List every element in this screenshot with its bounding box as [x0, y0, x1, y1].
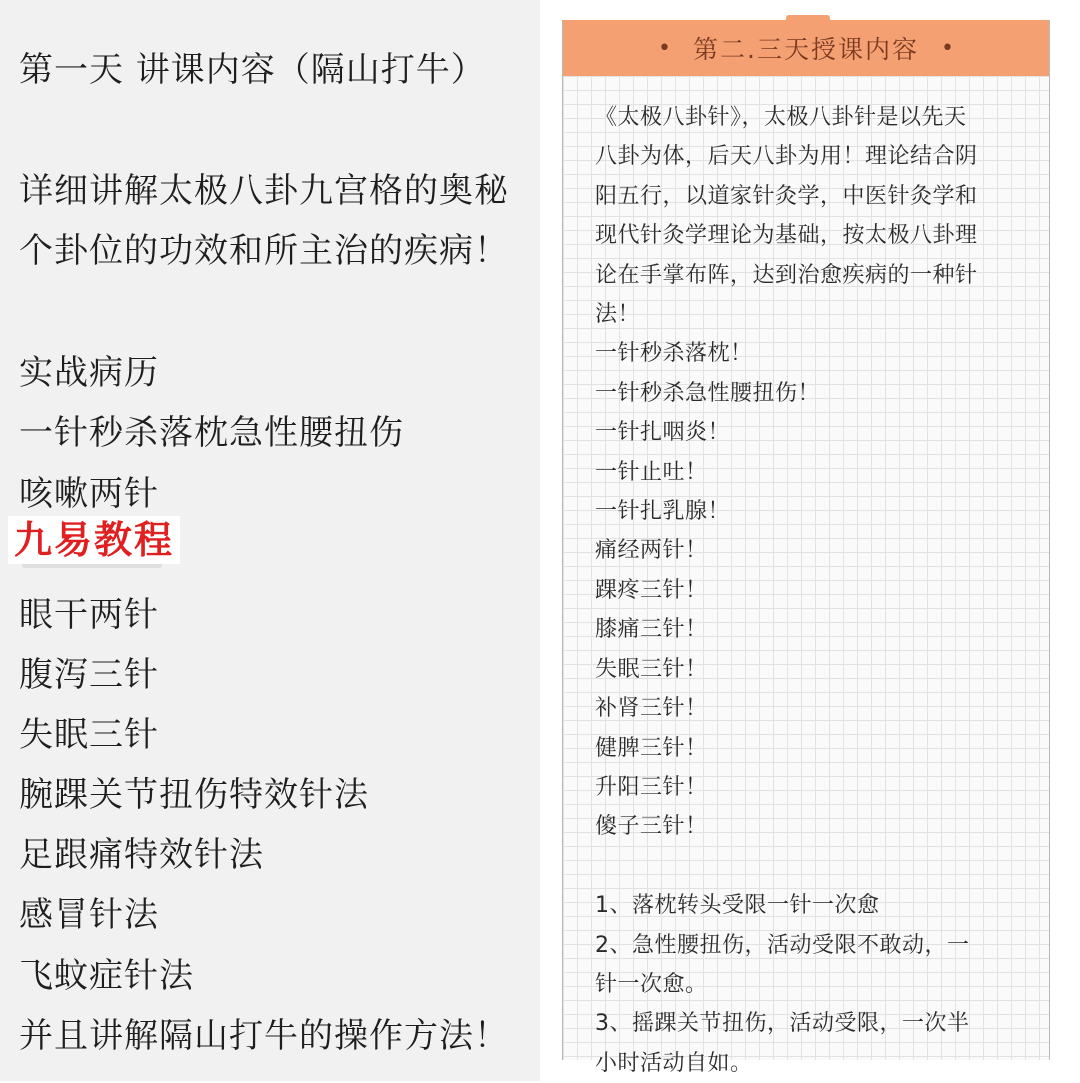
watermark-label: 九易教程: [8, 516, 180, 564]
list-item: 实战病历: [19, 353, 159, 393]
content-line: 傻子三针！: [595, 814, 708, 840]
list-item: 咳嗽两针: [19, 474, 159, 514]
right-panel-card: [562, 20, 1050, 1076]
content-line: 痛经两针！: [595, 538, 708, 564]
content-line: 2、急性腰扭伤，活动受限不敢动，一: [595, 932, 970, 958]
list-item: 腹泻三针: [19, 655, 159, 695]
content-line: 一针扎咽炎！: [595, 420, 731, 446]
content-line: 补肾三针！: [595, 696, 708, 722]
day1-title: 第一天 讲课内容（隔山打牛）: [19, 50, 486, 90]
list-item: 感冒针法: [19, 895, 159, 935]
left-panel: [0, 0, 540, 1081]
content-line: 健脾三针！: [595, 735, 708, 761]
content-line: 1、落枕转头受限一针一次愈: [595, 893, 880, 919]
blank-line: [595, 847, 1027, 886]
content-line: 一针秒杀落枕！: [595, 341, 753, 367]
content-line: 一针秒杀急性腰扭伤！: [595, 380, 821, 406]
day1-intro-line-1: 详细讲解太极八卦九宫格的奥秘: [19, 171, 509, 211]
list-item: 足跟痛特效针法: [19, 835, 264, 875]
content-line: 3、摇踝关节扭伤，活动受限，一次半: [595, 1011, 970, 1037]
content-line: 论在手掌布阵，达到治愈疾病的一种针: [595, 262, 978, 288]
content-line: 踝疼三针！: [595, 577, 708, 603]
list-item: 腕踝关节扭伤特效针法: [19, 775, 369, 815]
content-line: 失眠三针！: [595, 656, 708, 682]
section-header-title: 第二.三天授课内容: [693, 35, 919, 64]
bullet-dot-icon: •: [940, 35, 954, 61]
content-line: 现代针灸学理论为基础，按太极八卦理: [595, 223, 978, 249]
content-line: 法！: [595, 302, 641, 328]
content-line: 一针止吐！: [595, 459, 708, 485]
content-line: 膝痛三针！: [595, 617, 708, 643]
content-line: 升阳三针！: [595, 774, 708, 800]
bullet-dot-icon: •: [658, 35, 672, 61]
content-line: 小时活动自如。: [595, 1050, 753, 1076]
content-line: 《太极八卦针》，太极八卦针是以先天: [595, 105, 967, 130]
list-item: 眼干两针: [19, 595, 159, 635]
content-line: 阳五行，以道家针灸学，中医针灸学和: [595, 183, 978, 209]
list-item: 飞蚊症针法: [19, 956, 194, 996]
content-line: 一针扎乳腺！: [595, 499, 731, 525]
section-content: [595, 98, 1027, 1083]
list-item: 失眠三针: [19, 715, 159, 755]
day1-intro-line-2: 个卦位的功效和所主治的疾病！: [19, 231, 509, 271]
content-line: 八卦为体，后天八卦为用！理论结合阴: [595, 144, 978, 170]
list-item: 一针秒杀落枕急性腰扭伤: [19, 413, 404, 453]
section-header: [563, 20, 1049, 76]
content-line: 针一次愈。: [595, 971, 708, 997]
list-item: 并且讲解隔山打牛的操作方法！: [19, 1016, 509, 1056]
